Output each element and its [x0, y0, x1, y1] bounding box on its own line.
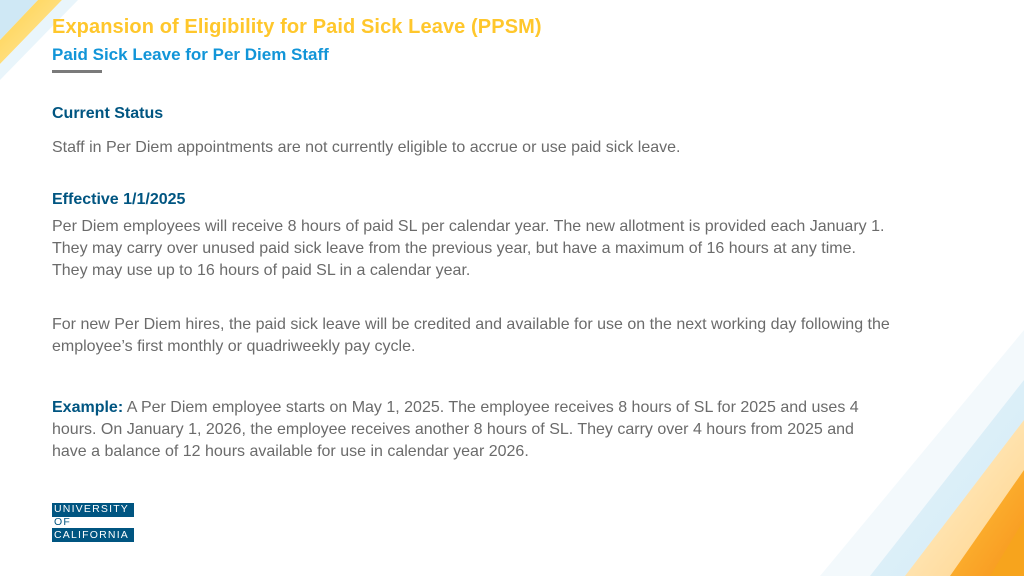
logo-line-california: CALIFORNIA: [52, 529, 134, 542]
new-hires-text: For new Per Diem hires, the paid sick leave will be credited and available for use on the next working day following the employee’s first monthly or quadriweekly pay cycle.: [52, 316, 890, 355]
effective-text: Per Diem employees will receive 8 hours of paid SL per calendar year. The new allotment is provided each January 1. They may carry over unused paid sick leave from the previous year, but have a maximum of 16 hours at any time. They may use up to 16 hours of paid SL in a calendar year.: [52, 218, 885, 279]
university-of-california-logo: [52, 503, 134, 542]
effective-heading: Effective 1/1/2025: [52, 191, 186, 208]
slide-title: Expansion of Eligibility for Paid Sick Leave (PPSM): [52, 16, 542, 38]
logo-line-university: UNIVERSITY: [52, 503, 134, 516]
example-text: A Per Diem employee starts on May 1, 2025. The employee receives 8 hours of SL for 2025 and uses 4 hours. On January 1, 2026, the employee receives another 8 hours of SL. They carry over 4 hours from 2025 and have a balance of 12 hours available for use in calendar year 2026.: [52, 399, 859, 460]
slide-subtitle: Paid Sick Leave for Per Diem Staff: [52, 45, 329, 64]
example-paragraph: [52, 397, 892, 463]
current-status-text: Staff in Per Diem appointments are not currently eligible to accrue or use paid sick leave.: [52, 139, 681, 156]
title-divider: [52, 70, 102, 73]
current-status-heading: Current Status: [52, 105, 164, 122]
logo-line-of: OF: [52, 516, 134, 529]
example-label: Example:: [52, 399, 124, 416]
